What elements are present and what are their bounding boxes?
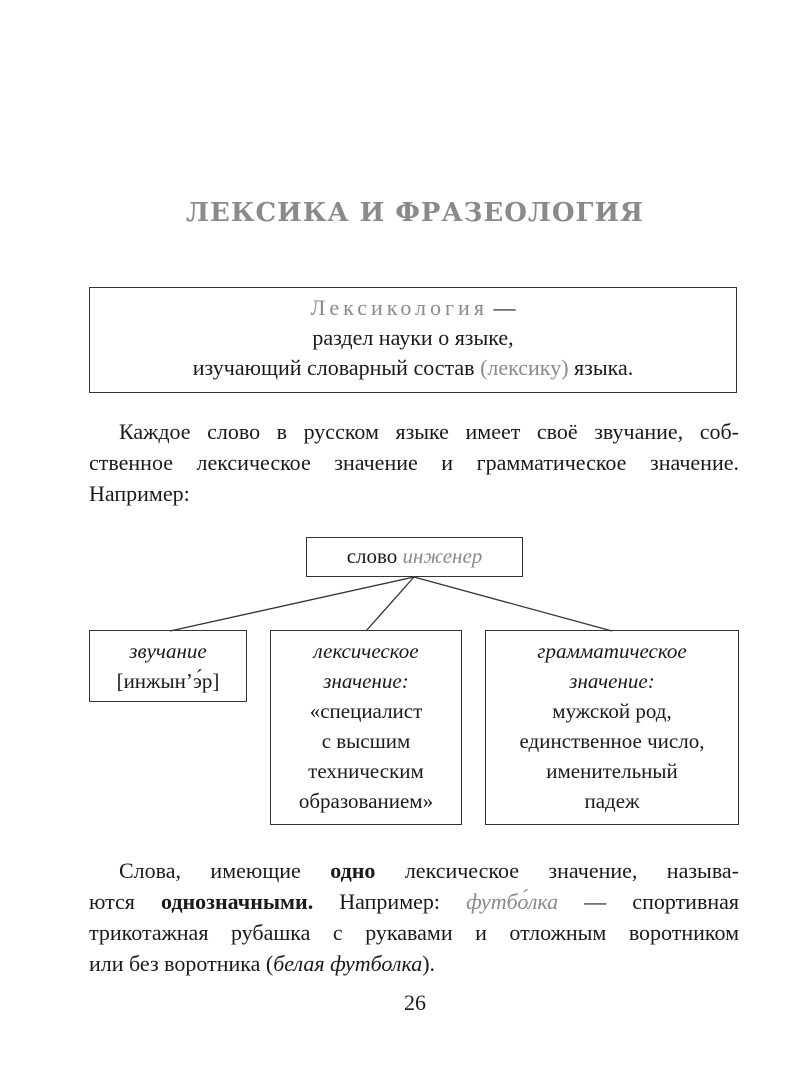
paragraph-monosemous xyxy=(89,855,739,979)
lexical-line: техническим xyxy=(308,759,424,783)
bold-term: одно xyxy=(330,858,376,883)
lexical-title: значение: xyxy=(323,669,409,693)
root-word-label: слово xyxy=(346,544,398,568)
example-phrase: белая футболка xyxy=(273,951,423,976)
grammatical-line: мужской род, xyxy=(552,699,672,723)
page-number: 26 xyxy=(404,990,426,1015)
definition-dash: — xyxy=(487,295,516,320)
grammatical-line: единственное число, xyxy=(519,729,705,753)
diagram-root-box xyxy=(306,537,523,577)
bold-term: однозначными. xyxy=(160,889,314,914)
text-run: — спортивная xyxy=(558,889,739,914)
connector-line xyxy=(366,577,414,631)
text-run: лексическое значение, называ- xyxy=(375,858,740,883)
lexical-title: лексическое xyxy=(313,639,419,663)
definition-text: изучающий словарный состав xyxy=(192,355,481,380)
lexical-line: «специалист xyxy=(309,699,423,723)
paragraph-line xyxy=(89,948,739,979)
definition-text-end: языка. xyxy=(568,355,634,380)
text-run: ются xyxy=(89,889,161,914)
lexical-line: образованием» xyxy=(298,789,434,813)
paragraph-line xyxy=(89,886,739,917)
text-run: Слова, имеющие xyxy=(119,858,331,883)
text-run: ). xyxy=(422,951,436,976)
sound-title: звучание xyxy=(129,639,207,663)
grammatical-meaning-box xyxy=(485,630,739,825)
root-word-example: инженер xyxy=(402,544,483,568)
definition-highlight: (лексику) xyxy=(480,355,569,380)
text-run: Например: xyxy=(313,889,467,914)
definition-term: Лексикология xyxy=(310,295,488,320)
grammatical-title: грамматическое xyxy=(537,639,687,663)
connector-line xyxy=(414,577,612,631)
paragraph-line: Каждое слово в русском языке имеет своё звучание, соб- xyxy=(119,419,739,444)
paragraph-line: ственное лексическое значение и грамматическое значение. xyxy=(89,450,739,475)
grammatical-title: значение: xyxy=(569,669,655,693)
text-run: или без воротника ( xyxy=(89,951,274,976)
sound-box xyxy=(89,630,247,702)
grammatical-line: падеж xyxy=(584,789,640,813)
paragraph-line xyxy=(89,855,739,886)
sound-transcription: [инжын’э́р] xyxy=(116,669,220,693)
connector-line xyxy=(170,577,414,631)
lexical-meaning-box xyxy=(270,630,462,825)
grammatical-line: именительный xyxy=(546,759,678,783)
paragraph-line: Например: xyxy=(89,481,190,506)
page-title: ЛЕКСИКА И ФРАЗЕОЛОГИЯ xyxy=(186,198,644,228)
example-word: футбо́лка xyxy=(466,889,559,914)
definition-line-2: раздел науки о языке, xyxy=(312,325,514,350)
lexical-line: с высшим xyxy=(321,729,411,753)
paragraph-line: трикотажная рубашка с рукавами и отложным воротником xyxy=(89,920,739,945)
